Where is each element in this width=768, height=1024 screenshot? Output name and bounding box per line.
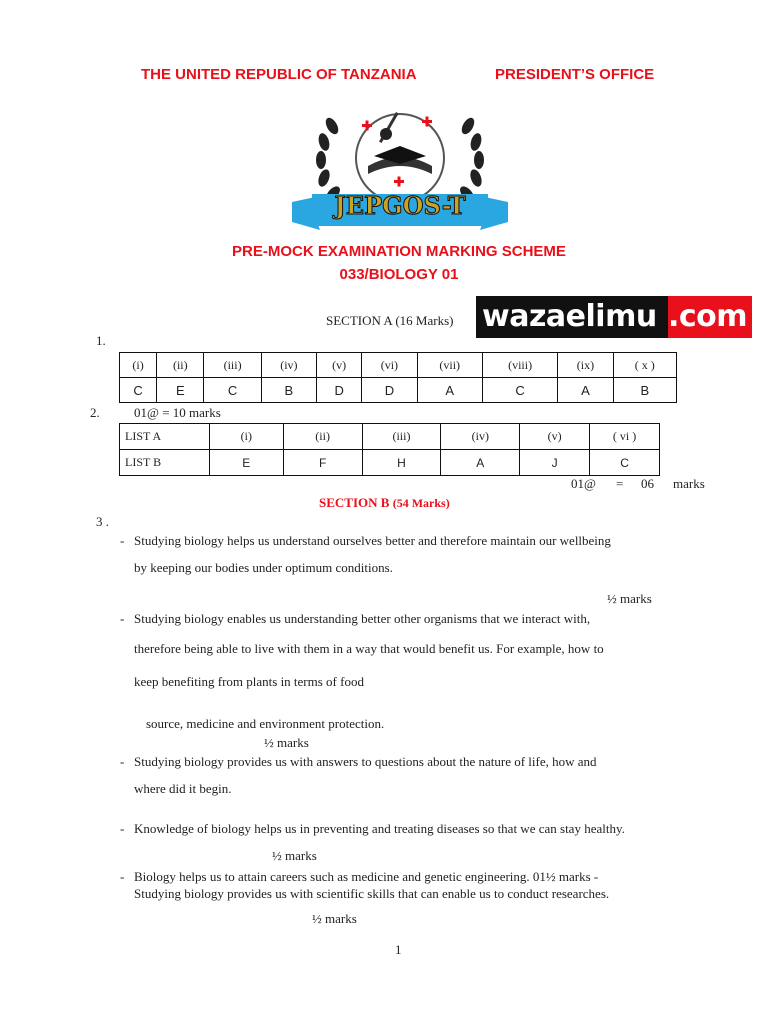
answer-line: by keeping our bodies under optimum conditions. [134, 560, 393, 575]
q2-marks-eq: = [616, 476, 624, 491]
marks-note: ½ marks [312, 911, 357, 926]
q1-answer-cell: D [317, 378, 362, 403]
q2-marks-word: marks [673, 476, 705, 491]
question-1-number: 1. [96, 333, 106, 348]
list-a-label: LIST A [120, 424, 210, 450]
q2-list-b-row [120, 450, 660, 476]
q2-marks-left: 01@ [571, 476, 596, 491]
q2-header-cell: (i) [209, 424, 283, 450]
subject-code: 033/BIOLOGY 01 [339, 266, 459, 283]
answer-line: Biology helps us to attain careers such as medicine and genetic engineering. 01½ marks - [134, 869, 599, 884]
q1-header-cell: (i) [120, 353, 157, 378]
q1-header-cell: (iii) [204, 353, 261, 378]
watermark-part2: .com [668, 296, 752, 338]
q1-header-cell: (vi) [362, 353, 417, 378]
q1-answer-cell: A [417, 378, 482, 403]
watermark-part1: wazaelimu [476, 296, 668, 338]
q2-answer-cell: C [590, 450, 660, 476]
answer-line: Studying biology provides us with answers to questions about the nature of life, how and [134, 754, 597, 769]
country-title: THE UNITED REPUBLIC OF TANZANIA [141, 66, 417, 83]
marks-note: ½ marks [264, 735, 309, 750]
q1-answer-cell: C [482, 378, 557, 403]
q2-header-cell: (v) [520, 424, 590, 450]
answer-line: Studying biology helps us understand ourselves better and therefore maintain our wellbeing [134, 533, 611, 548]
marks-note: ½ marks [607, 591, 652, 606]
q1-header-cell: (v) [317, 353, 362, 378]
q1-answer-cell: C [120, 378, 157, 403]
bullet-dash: - [120, 533, 125, 548]
list-b-label: LIST B [120, 450, 210, 476]
q2-answer-cell: E [209, 450, 283, 476]
q1-header-cell: (vii) [417, 353, 482, 378]
q2-matching-table [119, 423, 660, 476]
q1-answer-cell: C [204, 378, 261, 403]
q1-answer-cell: D [362, 378, 417, 403]
answer-line: Studying biology provides us with scientific skills that can enable us to conduct researches. [134, 886, 610, 901]
answer-line: source, medicine and environment protection. [146, 716, 385, 731]
q2-list-a-row [120, 424, 660, 450]
q1-answer-cell: B [613, 378, 676, 403]
exam-title: PRE-MOCK EXAMINATION MARKING SCHEME [232, 243, 566, 260]
section-b-title [319, 495, 450, 511]
q2-marks-num: 06 [641, 476, 654, 491]
section-b-title-marks: (54 Marks) [392, 496, 450, 510]
page-number: 1 [395, 942, 402, 957]
q1-header-cell: (ix) [558, 353, 613, 378]
q1-answer-table [119, 352, 677, 403]
q2-header-cell: (ii) [283, 424, 362, 450]
bullet-dash: - [120, 869, 125, 884]
bullet-dash: - [120, 611, 125, 626]
q2-answer-cell: H [362, 450, 441, 476]
marks-note: ½ marks [272, 848, 317, 863]
jepgos-logo [290, 90, 510, 236]
q2-answer-cell: J [520, 450, 590, 476]
logo-text: JEPGOS-T [334, 191, 466, 220]
office-title: PRESIDENT’S OFFICE [495, 66, 655, 83]
answer-line: therefore being able to live with them in a way that would benefit us. For example, how to [134, 641, 604, 656]
answer-line: where did it begin. [134, 781, 232, 796]
q1-header-cell: (ii) [157, 353, 204, 378]
q1-header-cell: (iv) [261, 353, 316, 378]
bullet-dash: - [120, 754, 125, 769]
q1-answer-cell: A [558, 378, 613, 403]
bullet-dash: - [120, 821, 125, 836]
question-3-number: 3 . [96, 514, 109, 529]
section-b-title-plain: SECTION B [319, 495, 390, 510]
q1-answer-cell: B [261, 378, 316, 403]
q1-header-row [120, 353, 677, 378]
section-a-title: SECTION A (16 Marks) [326, 313, 454, 328]
q1-header-cell: ( x ) [613, 353, 676, 378]
q1-header-cell: (viii) [482, 353, 557, 378]
q2-header-cell: (iv) [441, 424, 520, 450]
answer-line: Studying biology enables us understanding better other organisms that we interact with, [134, 611, 591, 626]
q2-answer-cell: A [441, 450, 520, 476]
wazaelimu-watermark [476, 296, 752, 338]
answer-line: Knowledge of biology helps us in preventing and treating diseases so that we can stay healthy. [134, 821, 625, 836]
question-2-number: 2. [90, 405, 100, 420]
answer-line: keep benefiting from plants in terms of food [134, 674, 364, 689]
q2-marks-note: 01@ = 10 marks [134, 405, 221, 420]
q2-answer-cell: F [283, 450, 362, 476]
q1-answer-row [120, 378, 677, 403]
q1-answer-cell: E [157, 378, 204, 403]
q2-header-cell: (iii) [362, 424, 441, 450]
q2-header-cell: ( vi ) [590, 424, 660, 450]
